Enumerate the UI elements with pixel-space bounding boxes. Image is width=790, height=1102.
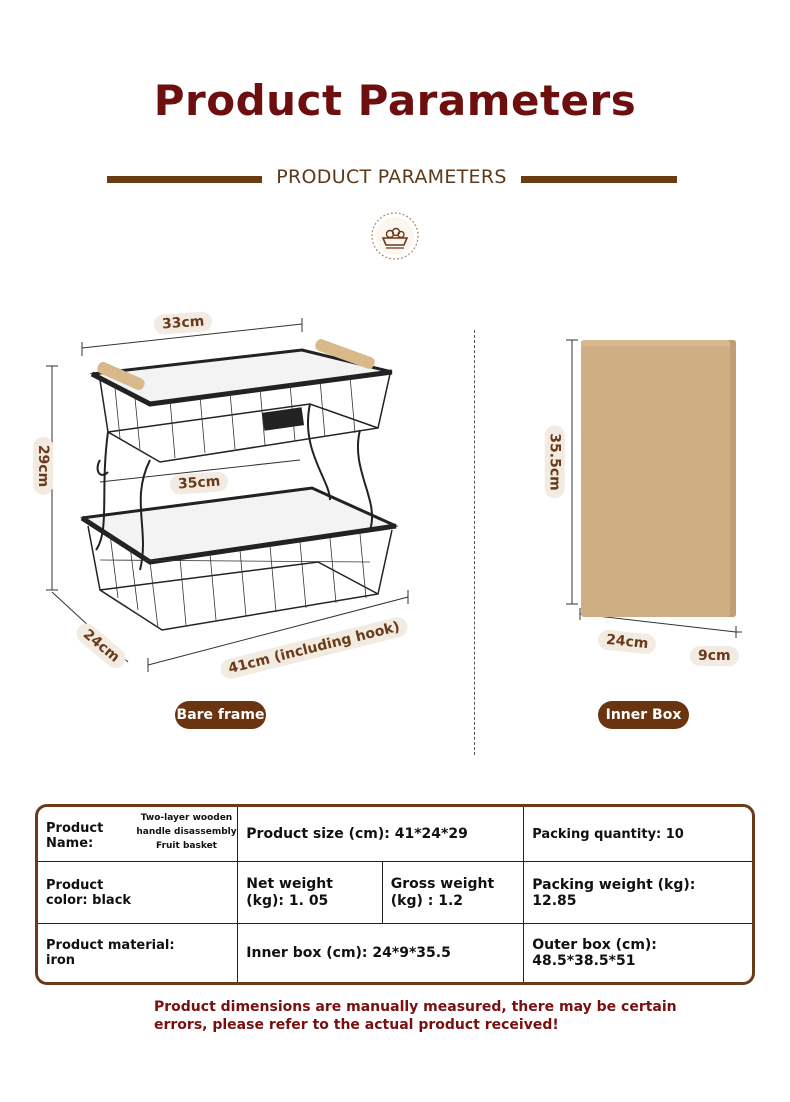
fruit-basket-icon — [370, 211, 420, 261]
product-name-label: Product Name: — [46, 821, 104, 851]
product-material-cell: Product material: iron — [38, 924, 238, 982]
inner-box-depth-label: 24cm — [597, 629, 657, 655]
section-divider — [474, 330, 475, 755]
frame-height-label: 29cm — [33, 437, 53, 495]
packing-weight-cell: Packing weight (kg): 12.85 — [524, 862, 752, 924]
bare-frame-badge: Bare frame — [175, 701, 266, 729]
page-title: Product Parameters — [153, 76, 637, 125]
subtitle-row — [0, 166, 790, 192]
packing-quantity-cell: Packing quantity: 10 — [524, 807, 752, 862]
inner-box-badge: Inner Box — [598, 701, 689, 729]
bottom-basket — [82, 488, 396, 630]
frame-mid-width-label: 35cm — [169, 471, 229, 495]
frame-top-width-label: 33cm — [153, 311, 213, 335]
frame-width-label: 41cm (including hook) — [218, 615, 409, 681]
net-weight-cell: Net weight (kg): 1. 05 — [238, 862, 382, 924]
inner-box-size-cell: Inner box (cm): 24*9*35.5 — [238, 924, 524, 982]
inner-box-illustration — [581, 340, 736, 617]
basket-illustration — [0, 300, 474, 700]
parameters-table — [35, 804, 755, 985]
outer-box-size-cell: Outer box (cm): 48.5*38.5*51 — [532, 937, 657, 969]
product-name-cell — [38, 807, 238, 862]
table-row — [38, 862, 752, 924]
table-row — [38, 807, 752, 862]
product-size-cell: Product size (cm): 41*24*29 — [238, 807, 524, 862]
disclaimer-note: Product dimensions are manually measured, there may be certain errors, please refer to the actual product received! — [154, 999, 677, 1033]
subtitle-left-rule — [107, 176, 262, 183]
product-color-cell: Product color: black — [38, 862, 238, 924]
gross-weight-cell: Gross weight (kg) : 1.2 — [383, 862, 525, 924]
table-row — [38, 924, 752, 982]
frame-depth-label: 24cm — [72, 620, 130, 673]
subtitle-right-rule — [521, 176, 677, 183]
top-basket — [92, 350, 392, 462]
label-plate — [262, 407, 304, 430]
page-subtitle: PRODUCT PARAMETERS — [276, 166, 507, 188]
inner-box-width-label: 9cm — [690, 646, 739, 666]
product-name-value: Two-layer wooden handle disassembly Fruit basket — [136, 813, 237, 851]
inner-box-height-label: 35.5cm — [545, 425, 565, 498]
